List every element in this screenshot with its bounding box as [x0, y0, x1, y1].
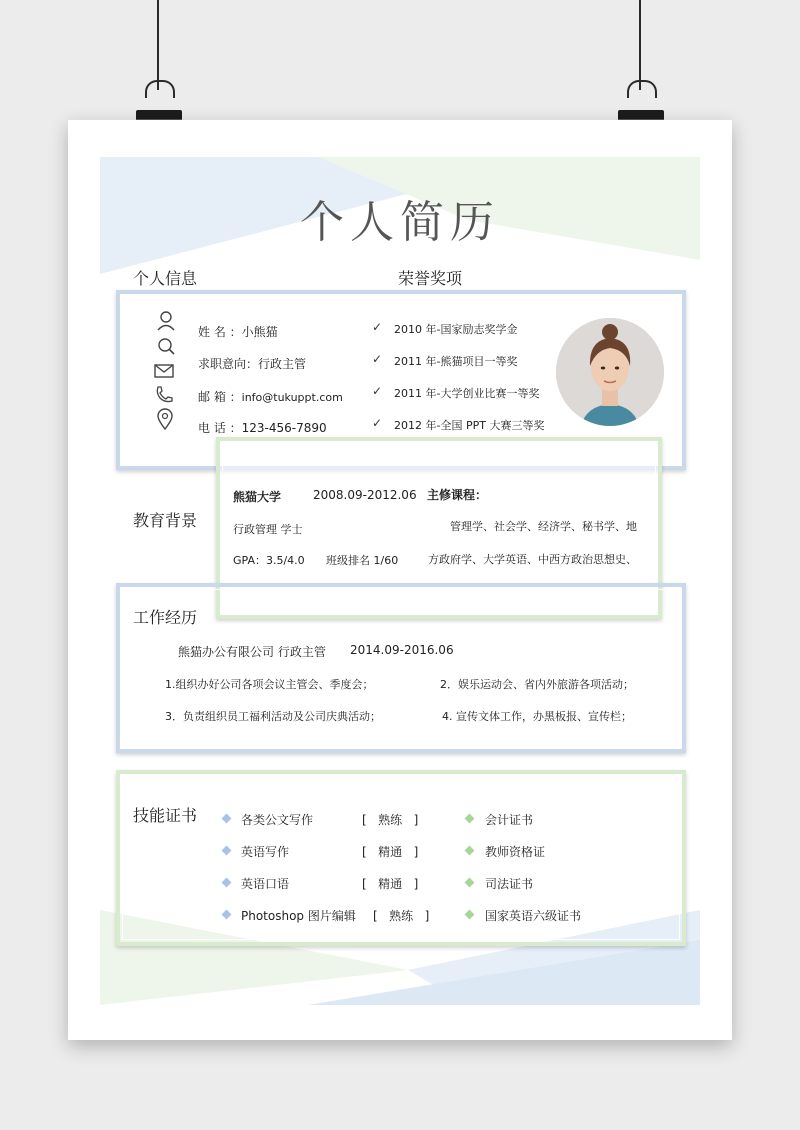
info-objective-row — [198, 355, 306, 372]
work-frame — [116, 583, 686, 753]
work-duty-item: 3．负责组织员工福利活动及公司庆典活动； — [165, 710, 381, 723]
person-icon — [155, 310, 177, 332]
info-name-row — [198, 323, 278, 340]
work-period: 2014.09-2016.06 — [350, 643, 454, 657]
info-objective-value: 行政主管 — [258, 357, 307, 371]
info-email-value[interactable]: info@tukuppt.com — [241, 391, 343, 404]
info-phone-value: 123-456-7890 — [241, 421, 327, 435]
page-title: 个人简历 — [300, 197, 500, 248]
hanging-wire-right — [639, 0, 641, 90]
search-icon — [155, 335, 177, 357]
info-objective-label: 求职意向： — [198, 357, 259, 371]
skill-name: 各类公文写作 — [241, 813, 314, 827]
skill-level-value: 精通 — [378, 877, 403, 891]
honor-item: 2011 年-熊猫项目一等奖 — [394, 355, 518, 368]
info-email-label: 邮 箱 ： — [198, 390, 242, 404]
edu-courses-line1: 管理学、社会学、经济学、秘书学、地 — [450, 520, 637, 533]
info-name-label: 姓 名 ： — [198, 325, 242, 339]
work-duty-item: 1.组织办好公司各项会议主管会、季度会； — [165, 678, 374, 691]
edu-period: 2008.09-2012.06 — [313, 488, 417, 502]
section-work: 工作经历 — [133, 608, 198, 627]
info-phone-label: 电 话 ： — [198, 421, 242, 435]
info-phone-row — [198, 419, 327, 436]
section-education: 教育背景 — [133, 511, 198, 530]
location-pin-icon — [154, 408, 176, 430]
skill-name: 英语写作 — [241, 845, 290, 859]
check-icon: ✓ — [372, 320, 383, 334]
check-icon: ✓ — [372, 384, 383, 398]
info-name-value: 小熊猫 — [241, 325, 278, 339]
edu-gpa: GPA：3.5/4.0 — [233, 554, 305, 567]
info-email-row — [198, 388, 343, 405]
certificate-item: 会计证书 — [485, 813, 534, 827]
work-company: 熊猫办公有限公司 行政主管 — [178, 645, 326, 659]
certificate-item: 司法证书 — [485, 877, 534, 891]
skill-level-value: 熟练 — [389, 909, 414, 923]
skill-name: 英语口语 — [241, 877, 290, 891]
edu-major: 行政管理 学士 — [233, 523, 303, 536]
edu-courses-line2: 方政府学、大学英语、中西方政治思想史、 — [428, 553, 637, 566]
mail-icon — [153, 360, 175, 382]
skill-name: Photoshop 图片编辑 — [241, 909, 356, 923]
skill-level: [ 精通 ] — [362, 845, 419, 859]
edu-rank: 班级排名 1/60 — [326, 554, 399, 567]
section-honors: 荣誉奖项 — [398, 269, 463, 288]
section-personal-info: 个人信息 — [133, 269, 198, 288]
hanging-wire-left — [157, 0, 159, 90]
edu-school: 熊猫大学 — [233, 490, 282, 504]
skill-level-value: 精通 — [378, 845, 403, 859]
check-icon: ✓ — [372, 416, 383, 430]
phone-icon — [153, 384, 175, 406]
honor-item: 2012 年-全国 PPT 大赛三等奖 — [394, 419, 545, 432]
skill-level-value: 熟练 — [378, 813, 403, 827]
edu-courses-label: 主修课程： — [427, 488, 488, 502]
work-duty-item: 4. 宣传文体工作，办黑板报、宣传栏； — [442, 710, 632, 723]
check-icon: ✓ — [372, 352, 383, 366]
avatar — [556, 318, 664, 426]
honor-item: 2010 年-国家励志奖学金 — [394, 323, 518, 336]
certificate-item: 国家英语六级证书 — [485, 909, 582, 923]
skill-level: [ 熟练 ] — [373, 909, 430, 923]
skill-level: [ 熟练 ] — [362, 813, 419, 827]
work-duty-item: 2．娱乐运动会、省内外旅游各项活动； — [440, 678, 634, 691]
skill-level: [ 精通 ] — [362, 877, 419, 891]
section-skills: 技能证书 — [133, 806, 198, 825]
certificate-item: 教师资格证 — [485, 845, 546, 859]
avatar-illustration — [556, 318, 664, 426]
honor-item: 2011 年-大学创业比赛一等奖 — [394, 387, 540, 400]
